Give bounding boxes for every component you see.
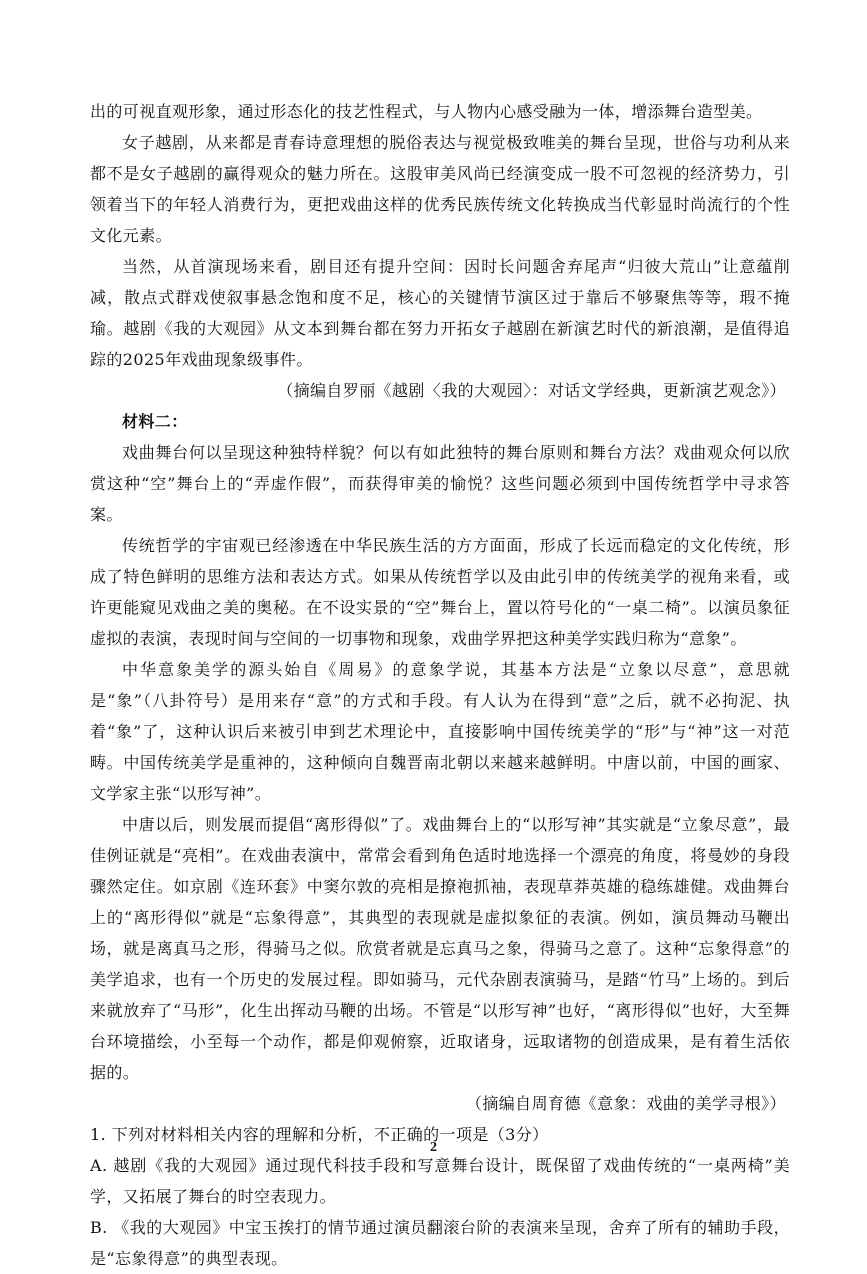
paragraph-yueju-aesthetics: 女子越剧，从来都是青春诗意理想的脱俗表达与视觉极致唯美的舞台呈现，世俗与功利从来都不是女子越剧的赢得观众的魅力所在。这股审美风尚已经演变成一股不可忽视的经济势力，引领着当下的年轻人消费行为，更把戏曲这样的优秀民族传统文化转换成当代彰显时尚流行的个性文化元素。 [90,133,790,245]
section-heading-material-2: 材料二： [122,412,188,431]
source-citation-2: （摘编自周育德《意象：戏曲的美学寻根》） [465,1094,786,1113]
paragraph-questions: 戏曲舞台何以呈现这种独特样貌？何以有如此独特的舞台原则和舞台方法？戏曲观众何以欣赏这种“空”舞台上的“弄虚作假”，而获得审美的愉悦？这些问题必须到中国传统哲学中寻求答案。 [90,443,790,524]
paragraph-traditional-philosophy: 传统哲学的宇宙观已经渗透在中华民族生活的方方面面，形成了长远而稳定的文化传统，形成了特色鲜明的思维方法和表达方式。如果从传统哲学以及由此引申的传统美学的视角来看，或许更能窥见戏曲之美的奥秘。在不设实景的“空”舞台上，置以符号化的“一桌二椅”。以演员象征虚拟的表演，表现时间与空间的一切事物和现象，戏曲学界把这种美学实践归称为“意象”。 [90,536,790,648]
document-body [90,96,790,1274]
question-1-option-a: A. 越剧《我的大观园》通过现代科技手段和写意舞台设计，既保留了戏曲传统的“一桌两椅”美学，又拓展了舞台的时空表现力。 [90,1156,790,1206]
page-number: 2 [430,1140,437,1155]
source-citation-1: （摘编自罗丽《越剧〈我的大观园〉：对话文学经典，更新演艺观念》） [277,381,786,400]
paragraph-zhouyi-imagery: 中华意象美学的源头始自《周易》的意象学说，其基本方法是“立象以尽意”，意思就是“象”（八卦符号）是用来存“意”的方式和手段。有人认为在得到“意”之后，就不必拘泥、执着“象”了，这种认识后来被引申到艺术理论中，直接影响中国传统美学的“形”与“神”这一对范畴。中国传统美学是重神的，这种倾向自魏晋南北朝以来越来越鲜明。中唐以前，中国的画家、文学家主张“以形写神”。 [90,660,790,803]
paragraph-room-for-improvement: 当然，从首演现场来看，剧目还有提升空间：因时长问题舍弃尾声“归彼大荒山”让意蕴削减，散点式群戏使叙事悬念饱和度不足，核心的关键情节演区过于靠后不够聚焦等等，瑕不掩瑜。越剧《我的大观园》从文本到舞台都在努力开拓女子越剧在新演艺时代的新浪潮，是值得追踪的2025年戏曲现象级事件。 [90,257,790,369]
paragraph-mid-tang: 中唐以后，则发展而提倡“离形得似”了。戏曲舞台上的“以形写神”其实就是“立象尽意”，最佳例证就是“亮相”。在戏曲表演中，常常会看到角色适时地选择一个漂亮的角度，将曼妙的身段骤然定住。如京剧《连环套》中窦尔敦的亮相是撩袍抓袖，表现草莽英雄的稳练雄健。戏曲舞台上的“离形得似”就是“忘象得意”，其典型的表现就是虚拟象征的表演。例如，演员舞动马鞭出场，就是离真马之形，得骑马之似。欣赏者就是忘真马之象，得骑马之意了。这种“忘象得意”的美学追求，也有一个历史的发展过程。即如骑马，元代杂剧表演骑马，是踏“竹马”上场的。到后来就放弃了“马形”，化生出挥动马鞭的出场。不管是“以形写神”也好，“离形得似”也好，大至舞台环境描绘，小至每一个动作，都是仰观俯察，近取诸身，远取诸物的创造成果，是有着生活依据的。 [90,815,790,1082]
question-1-option-b: B. 《我的大观园》中宝玉挨打的情节通过演员翻滚台阶的表演来呈现，舍弃了所有的辅助手段，是“忘象得意”的典型表现。 [90,1218,790,1268]
question-1-stem: 1. 下列对材料相关内容的理解和分析，不正确的一项是（3分） [90,1125,549,1144]
paragraph-continuation: 出的可视直观形象，通过形态化的技艺性程式，与人物内心感受融为一体，增添舞台造型美。 [90,102,763,121]
